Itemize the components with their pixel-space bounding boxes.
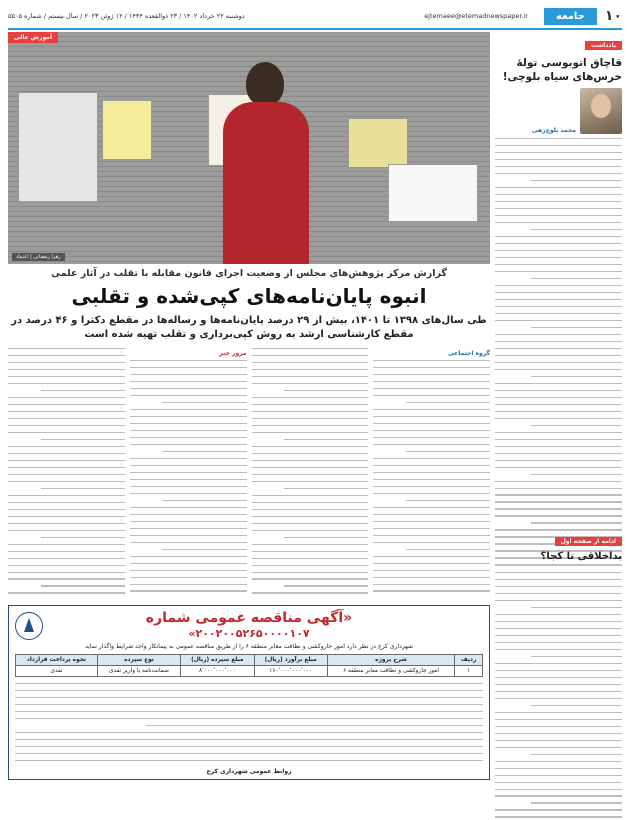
tender-advertisement [8,605,490,780]
article-subhead: طی سال‌های ۱۳۹۸ تا ۱۴۰۱، بیش از ۲۹ درصد پایان‌نامه‌ها و رساله‌ها در مقطع دکترا و ۴۶ درصد در مقطع کارشناسی ارشد به روش کپی‌برداری و تقلب تهیه شده است [11,315,487,340]
author-block [495,88,622,134]
column-title: قاچاق اتوبوسی تولهٔ خرس‌های سیاه بلوچی! [502,57,622,83]
opinion-column [495,32,622,525]
table-header: مبلغ سپرده (ریال) [181,655,255,666]
photo-section-label: آموزش عالی [8,32,58,43]
news-review-label: مرور خبر [219,350,247,357]
table-header-row [16,655,483,666]
table-cell: ۸٬۰۰۰٬۰۰۰٬۰۰۰ [181,666,255,677]
notice-poster [388,164,478,222]
article-column [373,348,490,603]
table-cell: ۱ [455,666,483,677]
table-header: نحوه پرداخت قرارداد [16,655,98,666]
ethics-title: بداخلاقی تا کجا؟ [540,551,622,562]
table-cell: امور جاروکشی و نظافت معابر منطقه ۶ [327,666,455,677]
table-cell: نقدی [16,666,98,677]
table-header: نوع سپرده [98,655,181,666]
photo-credit: زهرا رمضانی | اعتماد [12,253,65,261]
lead-photo [8,32,490,264]
dateline: دوشنبه ۲۲ خرداد ۱۴۰۲ / ۲۳ ذوالقعده ۱۴۴۴ / ۱۲ ژوئن ۲۰۲۳ / سال بیستم / شماره ۵۵۰۵ [8,12,245,20]
column-tag: یادداشت [585,41,622,50]
ad-intro: شهرداری کرج در نظر دارد امور جاروکشی و نظافت معابر منطقه ۶ را از طریق مناقصه عمومی به پیمانکار واجد شرایط واگذار نماید [85,643,413,650]
notice-poster [18,92,98,202]
table-header: ردیف [455,655,483,666]
table-header: مبلغ برآورد (ریال) [254,655,327,666]
ad-number: ۲۰۰۲۰۰۵۲۶۵۰۰۰۰۱۰۷» [188,627,310,640]
article-column [130,348,247,603]
table-cell: ۱۶۰٬۰۰۰٬۰۰۰٬۰۰۰ [254,666,327,677]
tender-table [15,654,483,677]
report-byline: گروه اجتماعی [448,350,490,357]
notice-poster [102,100,152,160]
column-body [495,138,622,565]
table-row [16,666,483,677]
article-headline: انبوه پایان‌نامه‌های کپی‌شده و تقلبی [71,284,427,308]
article-column [252,348,369,603]
article-body [8,348,490,603]
author-photo [580,88,622,134]
ethics-tag: ادامه از صفحه اول [555,537,622,546]
section-badge: جامعه [544,8,597,25]
ethics-column [495,528,622,820]
section-email: ejtemaee@etemadnewspaper.ir [424,12,529,20]
notice-poster [348,118,408,168]
ad-title: «آگهی مناقصه عمومی شماره [145,610,353,626]
student-figure [223,62,309,264]
article-column [8,348,125,603]
ad-footer: روابط عمومی شهرداری کرج [206,768,292,775]
page-header [8,6,622,26]
author-name: محمد بلوچ‌زهی [531,127,576,135]
table-cell: ضمانت‌نامه یا واریز نقدی [98,666,181,677]
page-number: ۱۰ [604,8,622,24]
header-rule [8,28,622,30]
table-header: شرح پروژه [327,655,455,666]
municipality-logo-icon [15,612,43,640]
article-kicker: گزارش مرکز پژوهش‌های مجلس از وضعیت اجرای قانون مقابله با تقلب در آثار علمی [51,268,447,279]
ad-conditions [15,683,483,761]
